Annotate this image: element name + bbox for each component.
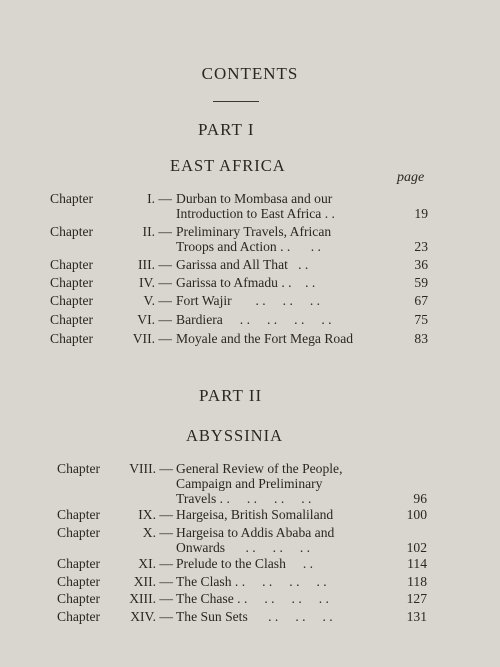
- chapter-title-line: Durban to Mombasa and our: [176, 191, 333, 206]
- chapter-page-number: 100: [406, 507, 427, 522]
- chapter-label: Chapter: [57, 574, 101, 589]
- chapter-title-line: The Sun Sets . . . . . .: [176, 609, 333, 624]
- toc-part-two: [57, 461, 430, 631]
- chapter-title-line: General Review of the People,: [176, 461, 343, 476]
- chapter-number: IX. —: [138, 507, 173, 522]
- chapter-title: [176, 609, 333, 624]
- part-one-section-title: EAST AFRICA: [170, 156, 286, 175]
- chapter-label: Chapter: [57, 556, 101, 571]
- chapter-title-line: Fort Wajir . . . . . .: [176, 293, 321, 308]
- chapter-number: I. —: [147, 191, 172, 206]
- page-column-label: page: [397, 170, 425, 185]
- chapter-title: [176, 525, 334, 555]
- part-one-title: PART I: [198, 120, 255, 139]
- chapter-page-number: 23: [414, 239, 428, 254]
- chapter-label: Chapter: [57, 609, 101, 624]
- chapter-title-line: Introduction to East Africa . .: [176, 206, 335, 221]
- chapter-title: [176, 224, 331, 254]
- chapter-page-number: 19: [414, 206, 428, 221]
- chapter-number: X. —: [142, 525, 173, 540]
- chapter-title: [176, 191, 335, 221]
- chapter-page-number: 131: [406, 609, 427, 624]
- contents-title: CONTENTS: [201, 64, 299, 83]
- toc-part-one: [50, 191, 430, 361]
- chapter-number: XI. —: [138, 556, 173, 571]
- part-two-title: PART II: [199, 386, 263, 405]
- chapter-label: Chapter: [50, 331, 94, 346]
- chapter-number: XIII. —: [129, 591, 173, 606]
- chapter-page-number: 59: [414, 275, 428, 290]
- chapter-label: Chapter: [57, 591, 101, 606]
- chapter-number: XII. —: [133, 574, 173, 589]
- chapter-title-line: Moyale and the Fort Mega Road: [176, 331, 354, 346]
- chapter-page-number: 118: [407, 574, 427, 589]
- chapter-page-number: 36: [414, 257, 428, 272]
- chapter-page-number: 96: [413, 491, 427, 506]
- chapter-number: III. —: [138, 257, 172, 272]
- chapter-number: XIV. —: [130, 609, 173, 624]
- chapter-title-line: Bardiera . . . . . . . .: [176, 312, 332, 327]
- chapter-label: Chapter: [57, 525, 101, 540]
- chapter-title-line: The Chase . . . . . . . .: [176, 591, 329, 606]
- chapter-title-line: Preliminary Travels, African: [176, 224, 332, 239]
- chapter-title: [176, 507, 333, 522]
- chapter-title: [176, 312, 332, 327]
- chapter-title-line: Campaign and Preliminary: [176, 476, 323, 491]
- chapter-title: [176, 275, 315, 290]
- chapter-page-number: 102: [406, 540, 427, 555]
- chapter-label: Chapter: [57, 507, 101, 522]
- chapter-label: Chapter: [50, 275, 94, 290]
- chapter-page-number: 127: [406, 591, 427, 606]
- chapter-title-line: Hargeisa, British Somaliland: [176, 507, 334, 522]
- chapter-title: [176, 331, 353, 346]
- chapter-number: VIII. —: [129, 461, 173, 476]
- chapter-label: Chapter: [50, 224, 94, 239]
- chapter-title: [176, 591, 329, 606]
- chapter-title-line: Hargeisa to Addis Ababa and: [176, 525, 335, 540]
- chapter-number: IV. —: [139, 275, 172, 290]
- chapter-title: [176, 461, 342, 506]
- chapter-label: Chapter: [50, 293, 94, 308]
- chapter-title-line: Garissa and All That . .: [176, 257, 309, 272]
- chapter-title-line: Troops and Action . . . .: [176, 239, 321, 254]
- chapter-title-line: Onwards . . . . . .: [176, 540, 311, 555]
- chapter-number: V. —: [143, 293, 172, 308]
- chapter-number: VII. —: [132, 331, 172, 346]
- chapter-title: [176, 257, 308, 272]
- chapter-label: Chapter: [50, 191, 94, 206]
- title-divider: [213, 101, 259, 102]
- chapter-title-line: Garissa to Afmadu . . . .: [176, 275, 316, 290]
- chapter-title-line: Travels . . . . . . . .: [176, 491, 312, 506]
- chapter-number: VI. —: [137, 312, 172, 327]
- chapter-number: II. —: [142, 224, 172, 239]
- chapter-title: [176, 574, 327, 589]
- chapter-title: [176, 293, 320, 308]
- chapter-page-number: 83: [414, 331, 428, 346]
- chapter-label: Chapter: [57, 461, 101, 476]
- chapter-label: Chapter: [50, 257, 94, 272]
- part-two-section-title: ABYSSINIA: [186, 426, 284, 445]
- chapter-title: [176, 556, 313, 571]
- chapter-page-number: 67: [414, 293, 428, 308]
- chapter-title-line: The Clash . . . . . . . .: [176, 574, 327, 589]
- chapter-label: Chapter: [50, 312, 94, 327]
- chapter-page-number: 114: [407, 556, 427, 571]
- chapter-page-number: 75: [414, 312, 428, 327]
- chapter-title-line: Prelude to the Clash . .: [176, 556, 314, 571]
